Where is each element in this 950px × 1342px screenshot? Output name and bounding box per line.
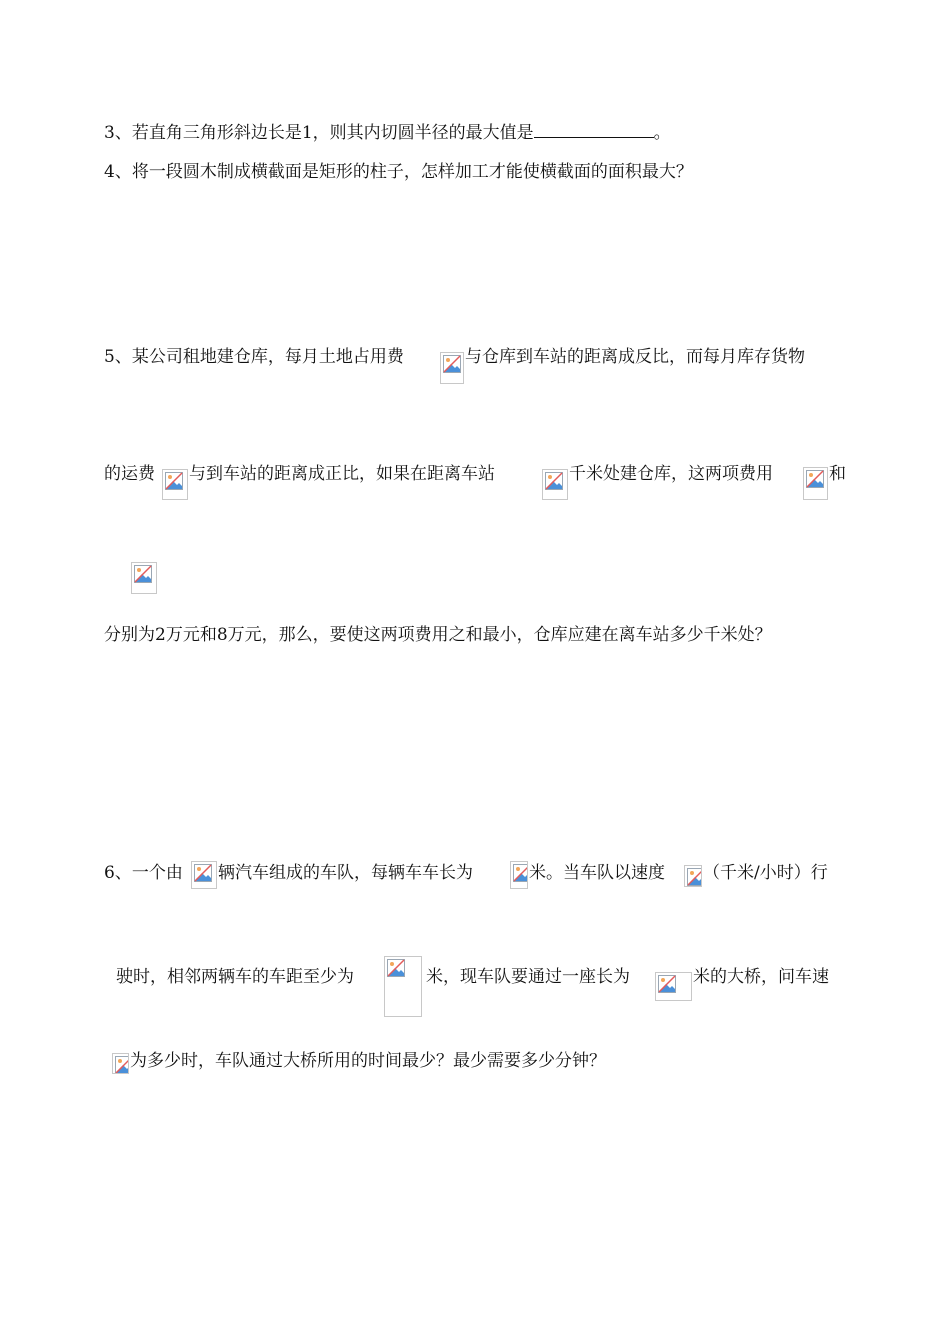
- broken-image-icon: [384, 956, 422, 1017]
- question-5-line-4: [104, 624, 772, 646]
- broken-image-icon: [655, 972, 692, 1001]
- question-6-line-1-d: [703, 862, 828, 884]
- question-6-line-3: [130, 1050, 606, 1072]
- question-5-text-f: 和: [829, 464, 846, 484]
- broken-image-icon: [112, 1053, 129, 1074]
- question-6-text-b: 辆汽车组成的车队，每辆车车长为: [218, 863, 473, 883]
- broken-image-icon: [191, 861, 217, 889]
- question-5-line-1: [104, 346, 404, 368]
- question-5-line-2: [104, 463, 155, 485]
- question-6-line-1-b: [218, 862, 473, 884]
- question-5-text-e: 千米处建仓库，这两项费用: [569, 464, 773, 484]
- question-5-line-2-b: [189, 463, 495, 485]
- question-6-line-2-c: [693, 966, 829, 988]
- broken-image-icon: [542, 469, 568, 500]
- question-4: [104, 161, 693, 183]
- broken-image-icon: [510, 861, 528, 889]
- question-5-line-1-b: [465, 346, 805, 368]
- question-6-text-a: 6、一个由: [104, 863, 183, 883]
- question-3-text: 3、若直角三角形斜边长是1，则其内切圆半径的最大值是: [104, 123, 534, 143]
- question-5-text-g: 分别为2万元和8万元，那么，要使这两项费用之和最小，仓库应建在离车站多少千米处？: [104, 625, 772, 645]
- question-6-text-c: 米。当车队以速度: [529, 863, 665, 883]
- question-5-line-2-c: [569, 463, 773, 485]
- broken-image-icon: [440, 352, 464, 384]
- broken-image-icon: [684, 865, 702, 887]
- question-5-text-a: 5、某公司租地建仓库，每月土地占用费: [104, 347, 404, 367]
- question-6-text-e: 驶时，相邻两辆车的车距至少为: [116, 967, 354, 987]
- question-6-text-h: 为多少时，车队通过大桥所用的时间最少？最少需要多少分钟？: [130, 1051, 606, 1071]
- question-6-line-2-b: [426, 966, 630, 988]
- question-5-text-b: 与仓库到车站的距离成反比，而每月库存货物: [465, 347, 805, 367]
- question-3-end: 。: [653, 123, 671, 143]
- question-6-text-d: （千米/小时）行: [703, 863, 828, 883]
- question-4-text: 4、将一段圆木制成横截面是矩形的柱子，怎样加工才能使横截面的面积最大？: [104, 162, 693, 182]
- question-5-text-c: 的运费: [104, 464, 155, 484]
- question-6-text-g: 米的大桥，问车速: [693, 967, 829, 987]
- broken-image-icon: [131, 562, 157, 594]
- question-6-line-1: [104, 862, 183, 884]
- question-6-line-1-c: [529, 862, 665, 884]
- question-5-text-d: 与到车站的距离成正比，如果在距离车站: [189, 464, 495, 484]
- broken-image-icon: [162, 469, 188, 500]
- question-5-line-2-d: [829, 463, 846, 485]
- answer-blank: [534, 121, 654, 138]
- broken-image-icon: [803, 467, 828, 500]
- question-6-text-f: 米，现车队要通过一座长为: [426, 967, 630, 987]
- question-3: [104, 121, 671, 144]
- question-6-line-2: [116, 966, 354, 988]
